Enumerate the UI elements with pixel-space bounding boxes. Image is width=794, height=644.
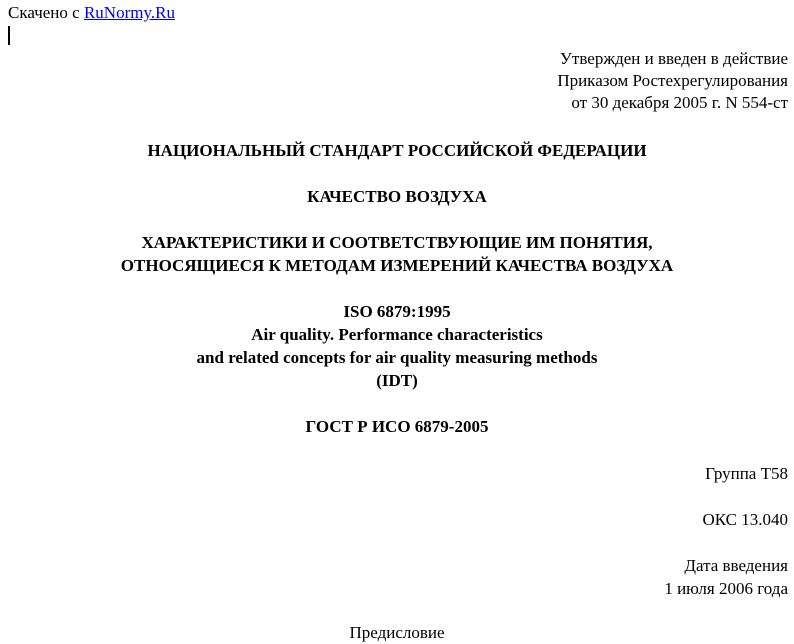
approval-line-1: Утвержден и введен в действие — [559, 49, 788, 68]
source-prefix: Скачено с — [8, 3, 84, 22]
introduction-date-block — [664, 554, 788, 600]
iso-reference-block — [0, 300, 794, 392]
text-cursor — [8, 26, 10, 45]
standard-heading-line-2: ОТНОСЯЩИЕСЯ К МЕТОДАМ ИЗМЕРЕНИЙ КАЧЕСТВА ВОЗДУХА — [120, 256, 674, 275]
gost-code: ГОСТ Р ИСО 6879-2005 — [305, 417, 489, 436]
preface-heading: Предисловие — [349, 623, 445, 642]
standard-heading-line-1: ХАРАКТЕРИСТИКИ И СООТВЕТСТВУЮЩИЕ ИМ ПОНЯТИЯ, — [141, 233, 653, 252]
source-attribution — [8, 3, 175, 23]
introduction-date-value: 1 июля 2006 года — [664, 579, 788, 598]
classification-group: Группа Т58 — [705, 464, 788, 483]
source-link[interactable]: RuNormy.Ru — [83, 3, 175, 22]
approval-line-2: Приказом Ростехрегулирования — [557, 71, 788, 90]
oks-code: ОКС 13.040 — [702, 510, 788, 529]
introduction-date-label: Дата введения — [684, 556, 788, 575]
approval-line-3: от 30 декабря 2005 г. N 554-ст — [571, 93, 788, 112]
standard-subject: КАЧЕСТВО ВОЗДУХА — [307, 187, 487, 206]
iso-code: ISO 6879:1995 — [343, 302, 451, 321]
standard-heading — [0, 231, 794, 277]
approval-block — [557, 48, 788, 114]
iso-title-line-1: Air quality. Performance characteristics — [251, 325, 543, 344]
iso-title-line-2: and related concepts for air quality measuring methods — [196, 348, 598, 367]
standard-title: НАЦИОНАЛЬНЫЙ СТАНДАРТ РОССИЙСКОЙ ФЕДЕРАЦИИ — [147, 141, 647, 160]
iso-equivalence: (IDT) — [376, 371, 418, 390]
